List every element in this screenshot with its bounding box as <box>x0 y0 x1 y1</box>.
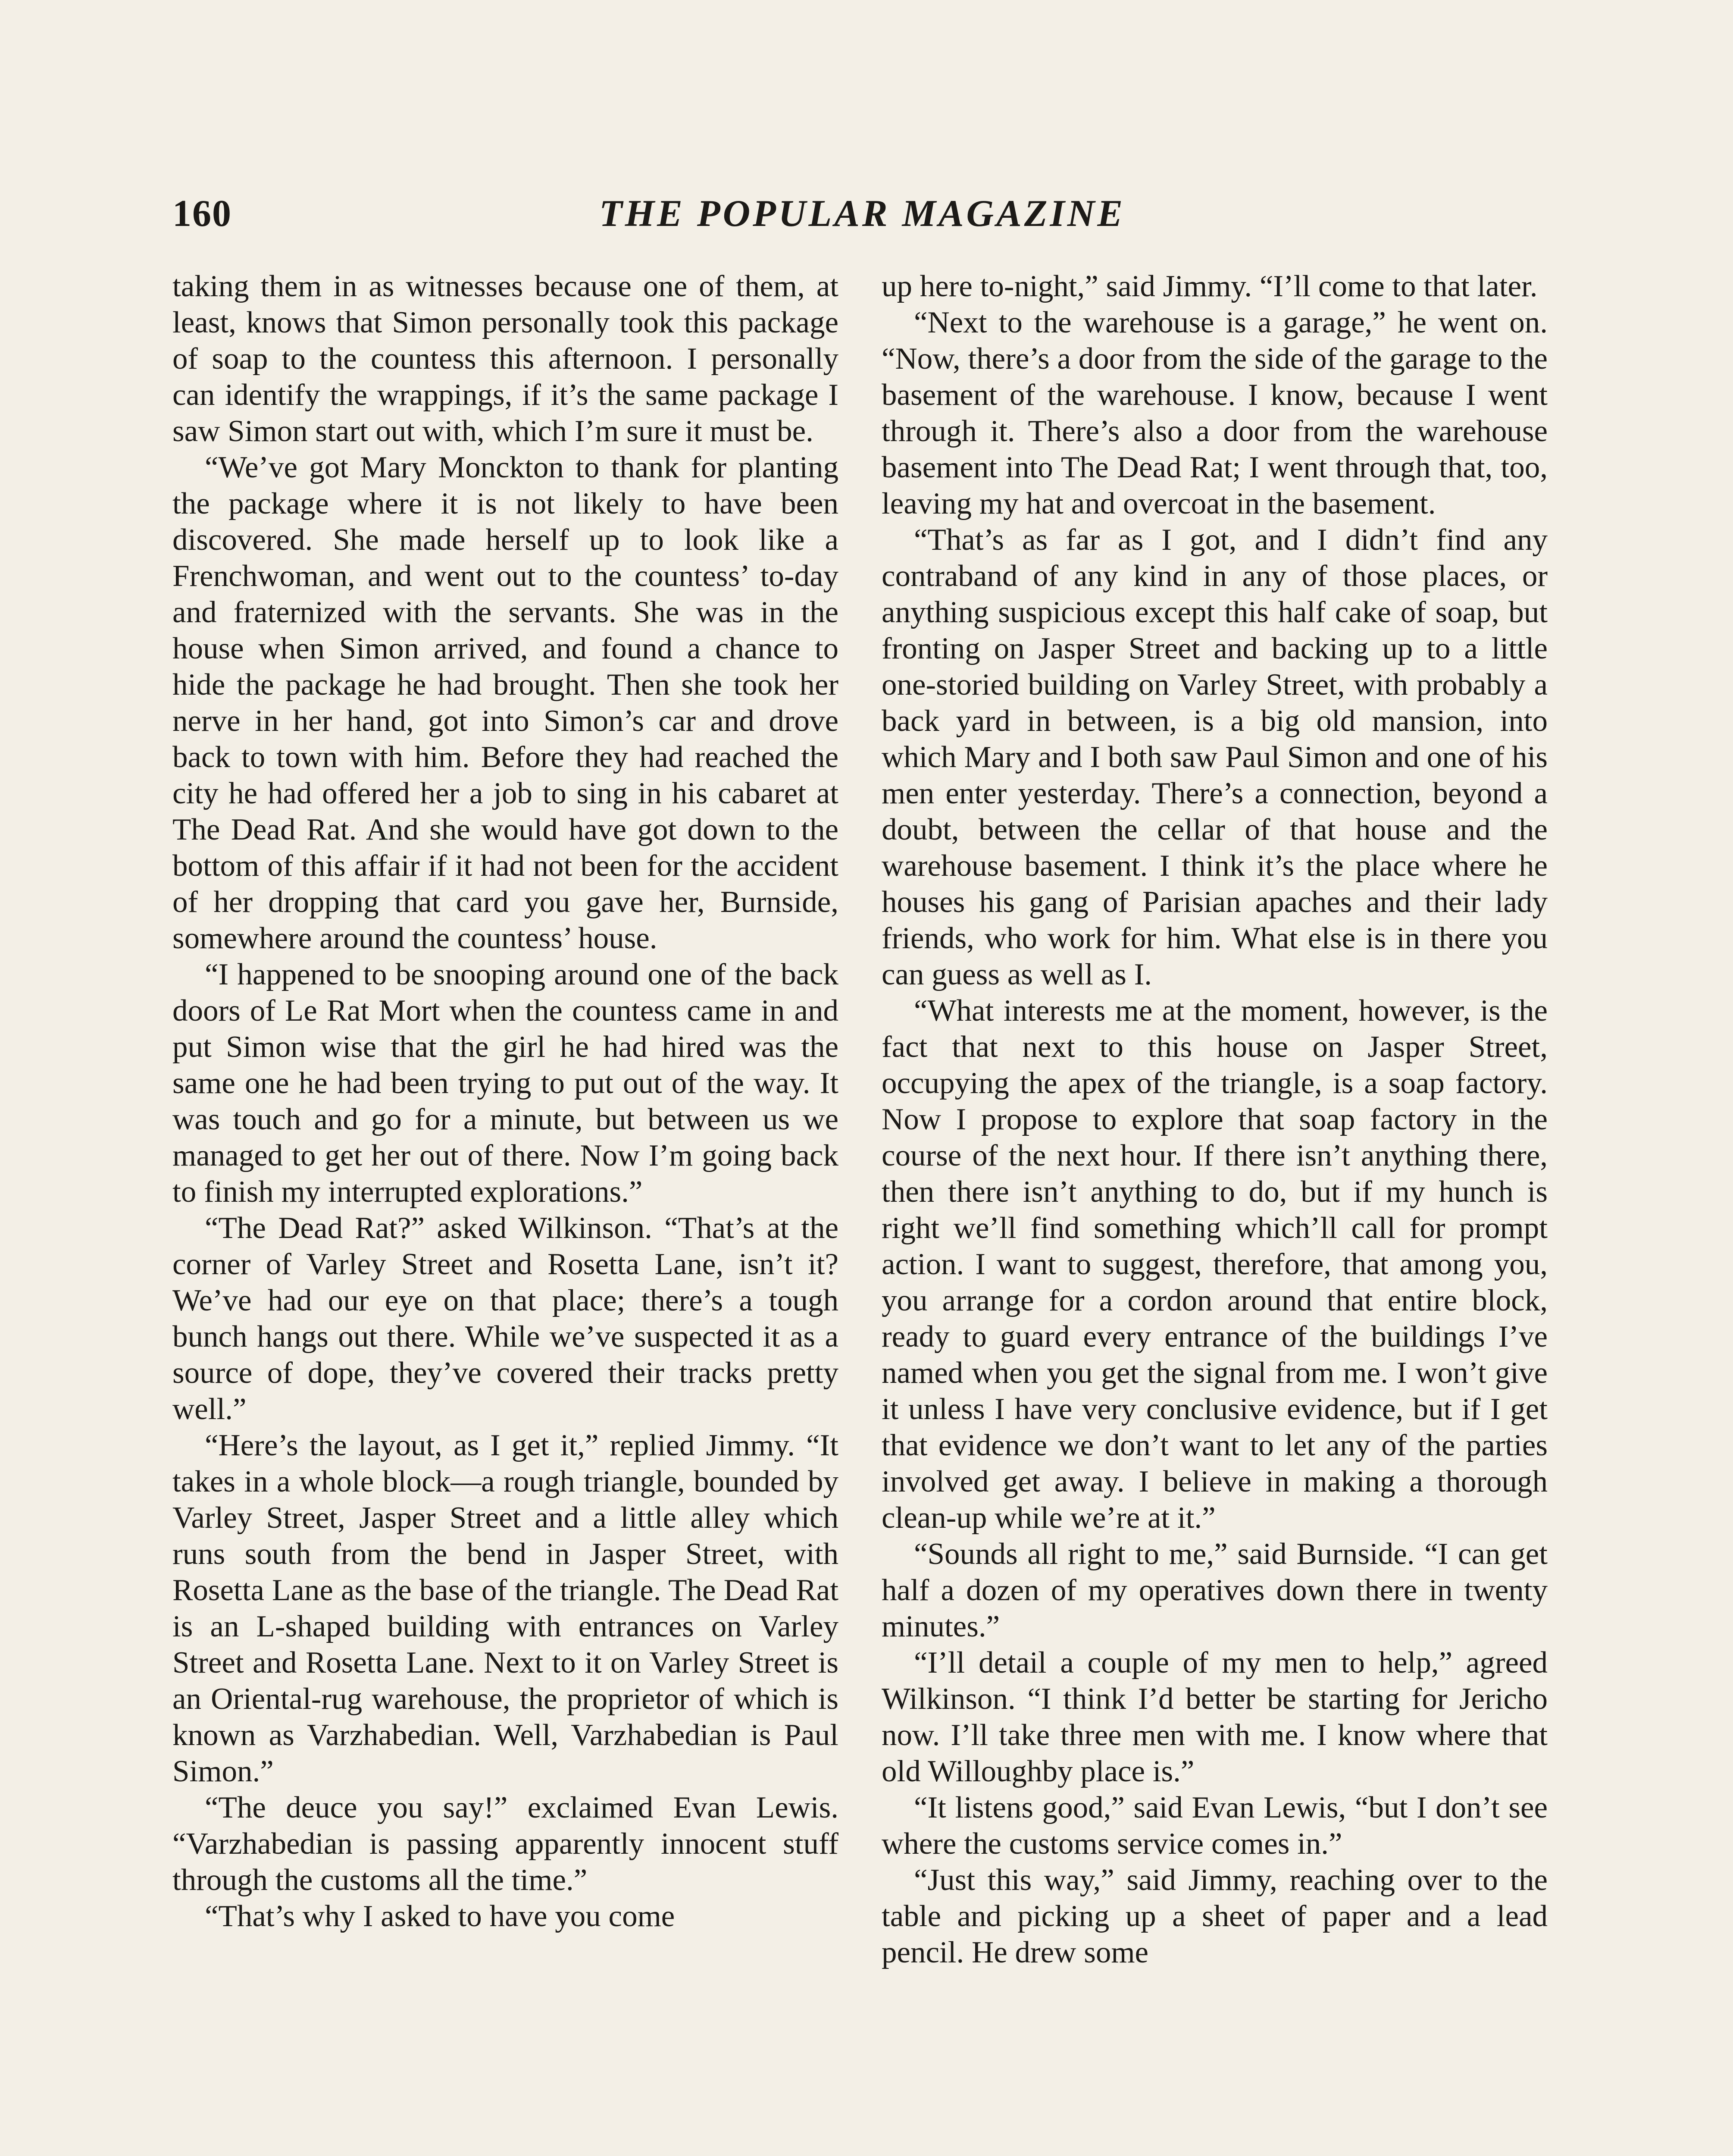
paragraph: “The Dead Rat?” asked Wilkinson. “That’s at the corner of Varley Street and Rosetta Lane, isn’t it? We’ve had our eye on that place; there’s a tough bunch hangs out there. While we’ve suspected it as a source of dope, they’ve covered their tracks pretty well.” <box>172 1211 838 1426</box>
paragraph: “That’s as far as I got, and I didn’t find any contraband of any kind in any of those places, or anything suspicious except this half cake of soap, but fronting on Jasper Street and backing up to a little one-storied building on Varley Street, with probably a back yard in between, is a big old mansion, into which Mary and I both saw Paul Simon and one of his men enter yesterday. There’s a connection, beyond a doubt, between the cellar of that house and the warehouse basement. I think it’s the place where he houses his gang of Parisian apaches and their lady friends, who work for him. What else is in there you can guess as well as I. <box>882 523 1548 991</box>
paragraph: “What interests me at the moment, however, is the fact that next to this house on Jasper Street, occupying the apex of the triangle, is a soap factory. Now I propose to explore that soap factory in the course of the next hour. If there isn’t anything there, then there isn’t anything to do, but if my hunch is right we’ll find something which’ll call for prompt action. I want to suggest, therefore, that among you, you arrange for a cordon around that entire block, ready to guard every entrance of the buildings I’ve named when you get the signal from me. I won’t give it unless I have very conclusive evidence, but if I get that evidence we don’t want to let any of the parties involved get away. I believe in making a thorough clean-up while we’re at it.” <box>882 994 1548 1535</box>
left-column <box>172 268 838 1934</box>
page-number: 160 <box>172 193 232 235</box>
running-head: THE POPULAR MAGAZINE <box>599 193 1126 235</box>
paragraph: “Next to the warehouse is a garage,” he went on. “Now, there’s a door from the side of the garage to the basement of the warehouse. I know, because I went through it. There’s also a door from the warehouse basement into The Dead Rat; I went through that, too, leaving my hat and overcoat in the basement. <box>882 306 1548 520</box>
paragraph: “Here’s the layout, as I get it,” replied Jimmy. “It takes in a whole block—a rough triangle, bounded by Varley Street, Jasper Street and a little alley which runs south from the bend in Jasper Street, with Rosetta Lane as the base of the triangle. The Dead Rat is an L-shaped building with entrances on Varley Street and Rosetta Lane. Next to it on Varley Street is an Oriental-rug warehouse, the proprietor of which is known as Varzhabedian. Well, Varzhabedian is Paul Simon.” <box>172 1429 838 1788</box>
paragraph: “That’s why I asked to have you come <box>205 1899 675 1933</box>
paragraph: “Just this way,” said Jimmy, reaching over to the table and picking up a sheet of paper and a lead pencil. He drew some <box>882 1863 1548 1969</box>
paragraph: “It listens good,” said Evan Lewis, “but I don’t see where the customs service comes in.” <box>882 1791 1548 1861</box>
paragraph: taking them in as witnesses because one of them, at least, knows that Simon personally took this package of soap to the countess this afternoon. I personally can identify the wrappings, if it’s the same package I saw Simon start out with, which I’m sure it must be. <box>172 270 838 448</box>
paragraph: up here to-night,” said Jimmy. “I’ll come to that later. <box>882 270 1538 303</box>
paragraph: “I happened to be snooping around one of the back doors of Le Rat Mort when the countess came in and put Simon wise that the girl he had hired was the same one he had been trying to put out of the way. It was touch and go for a minute, but between us we managed to get her out of there. Now I’m going back to finish my interrupted explorations.” <box>172 958 838 1209</box>
right-column <box>882 268 1548 1971</box>
paragraph: “We’ve got Mary Monckton to thank for planting the package where it is not likely to have been discovered. She made herself up to look like a Frenchwoman, and went out to the countess’ to-day and fraternized with the servants. She was in the house when Simon arrived, and found a chance to hide the package he had brought. Then she took her nerve in her hand, got into Simon’s car and drove back to town with him. Before they had reached the city he had offered her a job to sing in his cabaret at The Dead Rat. And she would have got down to the bottom of this affair if it had not been for the accident of her dropping that card you gave her, Burnside, somewhere around the countess’ house. <box>172 451 838 955</box>
paragraph: “The deuce you say!” exclaimed Evan Lewis. “Varzhabedian is passing apparently innocent stuff through the customs all the time.” <box>172 1791 838 1897</box>
paragraph: “I’ll detail a couple of my men to help,” agreed Wilkinson. “I think I’d better be starting for Jericho now. I’ll take three men with me. I know where that old Willoughby place is.” <box>882 1646 1548 1788</box>
paragraph: “Sounds all right to me,” said Burnside. “I can get half a dozen of my operatives down there in twenty minutes.” <box>882 1537 1548 1643</box>
